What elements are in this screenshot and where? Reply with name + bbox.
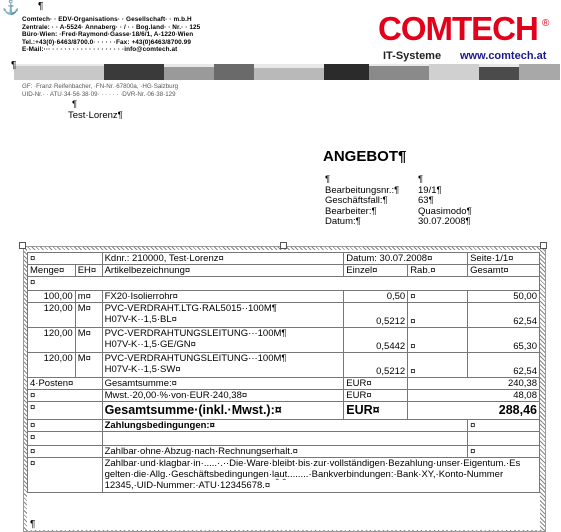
item-description-line: PVC-VERDRAHTUNGSLEITUNG···100M¶ — [104, 328, 287, 339]
paragraph-mark: ¶ — [11, 60, 17, 71]
header-eh[interactable]: EH¤ — [75, 265, 102, 277]
table-row — [28, 390, 540, 402]
item-discount[interactable]: ¤ — [408, 291, 468, 303]
item-description-line: FX20·Isolierrohr¤ — [104, 291, 178, 302]
item-total[interactable]: 62,54 — [468, 303, 540, 328]
date-cell[interactable]: Datum: 30.07.2008¤ — [344, 253, 468, 265]
meta-value[interactable]: ¶ — [418, 174, 424, 185]
meta-label: Datum:¶ — [325, 216, 361, 227]
paragraph-mark: ¶ — [30, 519, 36, 530]
table-cell[interactable]: ¤ — [468, 446, 540, 458]
item-unit-price[interactable]: 0,5212 — [344, 303, 408, 328]
table-row — [28, 378, 540, 390]
item-unit[interactable]: M¤ — [75, 328, 102, 353]
item-quantity[interactable]: 120,00 — [28, 353, 76, 378]
header-rabatt[interactable]: Rab.¤ — [408, 265, 468, 277]
meta-label: Bearbeitungsnr.:¶ — [325, 184, 400, 196]
table-cell[interactable] — [102, 432, 468, 446]
table-header-row — [28, 265, 540, 277]
company-registration-block — [22, 83, 202, 99]
item-total[interactable]: 50,00 — [468, 291, 540, 303]
company-logo: COMTECH — [378, 10, 538, 47]
company-line: E-Mail:··· · · · · · · · · · · · · · · · · · ·info@comtech.at — [22, 46, 178, 54]
table-cell[interactable]: ¤ — [468, 420, 540, 432]
terms-segment: gelten·die·Allg.·Geschäftsbedingungen· — [104, 469, 272, 480]
item-total[interactable]: 65,30 — [468, 328, 540, 353]
vat-value[interactable]: 48,08 — [408, 390, 540, 402]
table-row — [28, 432, 540, 446]
company-line: Zentrale: · · A-5524· Annaberg· · / · · Bog.land· · Nr.· · 125 — [22, 23, 201, 31]
item-description-line: H07V-K··1,5·BL¤ — [104, 314, 177, 325]
table-cell[interactable]: ¤ — [28, 458, 103, 493]
resize-handle[interactable] — [19, 242, 26, 249]
payment-terms-text[interactable]: Zahlbar·ohne·Abzug·nach·Rechnungserhalt.¤ — [102, 446, 468, 458]
resize-handle[interactable] — [280, 242, 287, 249]
item-description-line: PVC-VERDRAHT.LTG·RAL5015··100M¶ — [104, 303, 277, 314]
document-title[interactable]: ANGEBOT¶ — [323, 148, 407, 165]
item-discount[interactable]: ¤ — [408, 353, 468, 378]
vat-currency[interactable]: EUR¤ — [344, 390, 408, 402]
table-row — [28, 402, 540, 420]
item-description[interactable] — [102, 291, 344, 303]
header-gesamt[interactable]: Gesamt¤ — [468, 265, 540, 277]
table-row — [28, 277, 540, 291]
meta-label: Geschäftsfall:¶ — [325, 195, 388, 206]
item-description-line: PVC-VERDRAHTUNGSLEITUNG···100M¶ — [104, 353, 287, 364]
item-description-line: H07V-K··1,5·GE/GN¤ — [104, 339, 196, 350]
item-quantity[interactable]: 120,00 — [28, 303, 76, 328]
meta-value[interactable]: 63¶ — [418, 195, 434, 206]
table-cell[interactable]: ¤ — [28, 420, 103, 432]
grand-total-value[interactable]: 288,46 — [408, 402, 540, 420]
grand-total-currency[interactable]: EUR¤ — [344, 402, 408, 420]
company-line: Comtech· · EDV-Organisations· · Gesellschaft· · m.b.H — [22, 16, 192, 23]
item-unit-price[interactable]: 0,5442 — [344, 328, 408, 353]
meta-values — [418, 175, 472, 228]
page-cell[interactable]: Seite·1/1¤ — [468, 253, 540, 265]
item-quantity[interactable]: 120,00 — [28, 328, 76, 353]
posten-count[interactable]: 4·Posten¤ — [28, 378, 103, 390]
table-cell[interactable]: ¤ — [28, 446, 103, 458]
item-discount[interactable]: ¤ — [408, 328, 468, 353]
item-total[interactable]: 62,54 — [468, 353, 540, 378]
terms-line — [105, 469, 537, 480]
item-unit-price[interactable]: 0,50 — [344, 291, 408, 303]
registered-mark: ® — [542, 18, 550, 29]
table-row — [28, 458, 540, 493]
customer-number-cell[interactable]: Kdnr.: 210000, Test·Lorenz¤ — [102, 253, 344, 265]
company-line: Tel.:+43(0)·6463/8700.0· · · · · ·Fax: +43(0)6463/8700.99 — [22, 38, 191, 46]
grand-total-label[interactable]: Gesamtsumme·(inkl.·Mwst.):¤ — [102, 402, 344, 420]
table-row — [28, 328, 540, 353]
vat-label[interactable]: Mwst.·20,00·%·von·EUR·240,38¤ — [102, 390, 344, 402]
spelling-underline[interactable]: laut — [272, 469, 288, 480]
item-unit[interactable]: m¤ — [75, 291, 102, 303]
meta-value[interactable]: 19/1¶ — [418, 184, 442, 196]
header-menge[interactable]: Menge¤ — [28, 265, 76, 277]
item-unit[interactable]: M¤ — [75, 353, 102, 378]
meta-label: ¶ — [325, 174, 331, 185]
header-einzel[interactable]: Einzel¤ — [344, 265, 408, 277]
item-description[interactable] — [102, 328, 344, 353]
header-article[interactable]: Artikelbezeichnung¤ — [102, 265, 344, 277]
item-description[interactable] — [102, 303, 344, 328]
table-row — [28, 253, 540, 265]
company-address-block — [22, 16, 204, 54]
item-unit-price[interactable]: 0,5212 — [344, 353, 408, 378]
meta-labels — [325, 175, 399, 228]
table-cell[interactable]: ¤ — [28, 432, 103, 446]
logo-subtitle: IT-Systeme — [383, 50, 442, 62]
subtotal-currency[interactable]: EUR¤ — [344, 378, 408, 390]
registration-line: GF: ·Franz·Reifenbacher, ·FN-Nr.·67800a, ·HG·Salzburg — [22, 83, 179, 90]
paragraph-mark: ¶ — [72, 99, 78, 110]
terms-line: Zahlbar·und·klagbar·in·.....·.··Die·Ware·bleibt·bis·zur·vollständigen·Bezahlung·unser·Eigentum.·Es — [104, 458, 521, 469]
payment-terms-label[interactable]: Zahlungsbedingungen:¤ — [102, 420, 468, 432]
offer-table — [27, 252, 540, 493]
table-cell[interactable]: ¤ — [28, 277, 540, 291]
item-description-line: H07V-K··1,5·SW¤ — [104, 364, 181, 375]
table-row — [28, 291, 540, 303]
subtotal-label[interactable]: Gesamtsumme:¤ — [102, 378, 344, 390]
resize-handle[interactable] — [540, 242, 547, 249]
logo-url: www.comtech.at — [460, 50, 547, 62]
table-cell[interactable]: ¤ — [28, 253, 103, 265]
table-row — [28, 446, 540, 458]
table-row — [28, 420, 540, 432]
meta-value[interactable]: Quasimodo¶ — [418, 205, 472, 217]
item-quantity[interactable]: 100,00 — [28, 291, 76, 303]
paragraph-mark: ¶ — [38, 1, 44, 12]
table-row — [28, 353, 540, 378]
item-unit[interactable]: M¤ — [75, 303, 102, 328]
item-description[interactable] — [102, 353, 344, 378]
subtotal-value[interactable]: 240,38 — [408, 378, 540, 390]
meta-label: Bearbeiter:¶ — [325, 205, 377, 217]
anchor-icon: ⚓ — [2, 0, 20, 15]
table-cell[interactable] — [468, 432, 540, 446]
table-cell[interactable]: ¤ — [28, 390, 103, 402]
company-line: Büro·Wien: ·Fred·Raymond·Gasse·18/6/1, A-1220·Wien — [22, 31, 194, 39]
header-banner-image — [14, 64, 560, 80]
table-row — [28, 303, 540, 328]
registration-line: UID-Nr.· · ATU·34·56·38·09· · · · · · ·DVR-Nr.·06·38·129 — [22, 90, 176, 98]
table-cell[interactable]: ¤ — [28, 402, 103, 420]
meta-value[interactable]: 30.07.2008¶ — [418, 216, 471, 227]
recipient-name[interactable]: Test·Lorenz¶ — [68, 110, 123, 121]
terms-text[interactable] — [102, 458, 539, 493]
item-discount[interactable]: ¤ — [408, 303, 468, 328]
terms-segment: ........·Bankverbindungen:·Bank·XY,·Konto-Nummer — [287, 469, 504, 480]
terms-line: 12345,·UID-Nummer:·ATU·12345678.¤ — [104, 480, 271, 491]
